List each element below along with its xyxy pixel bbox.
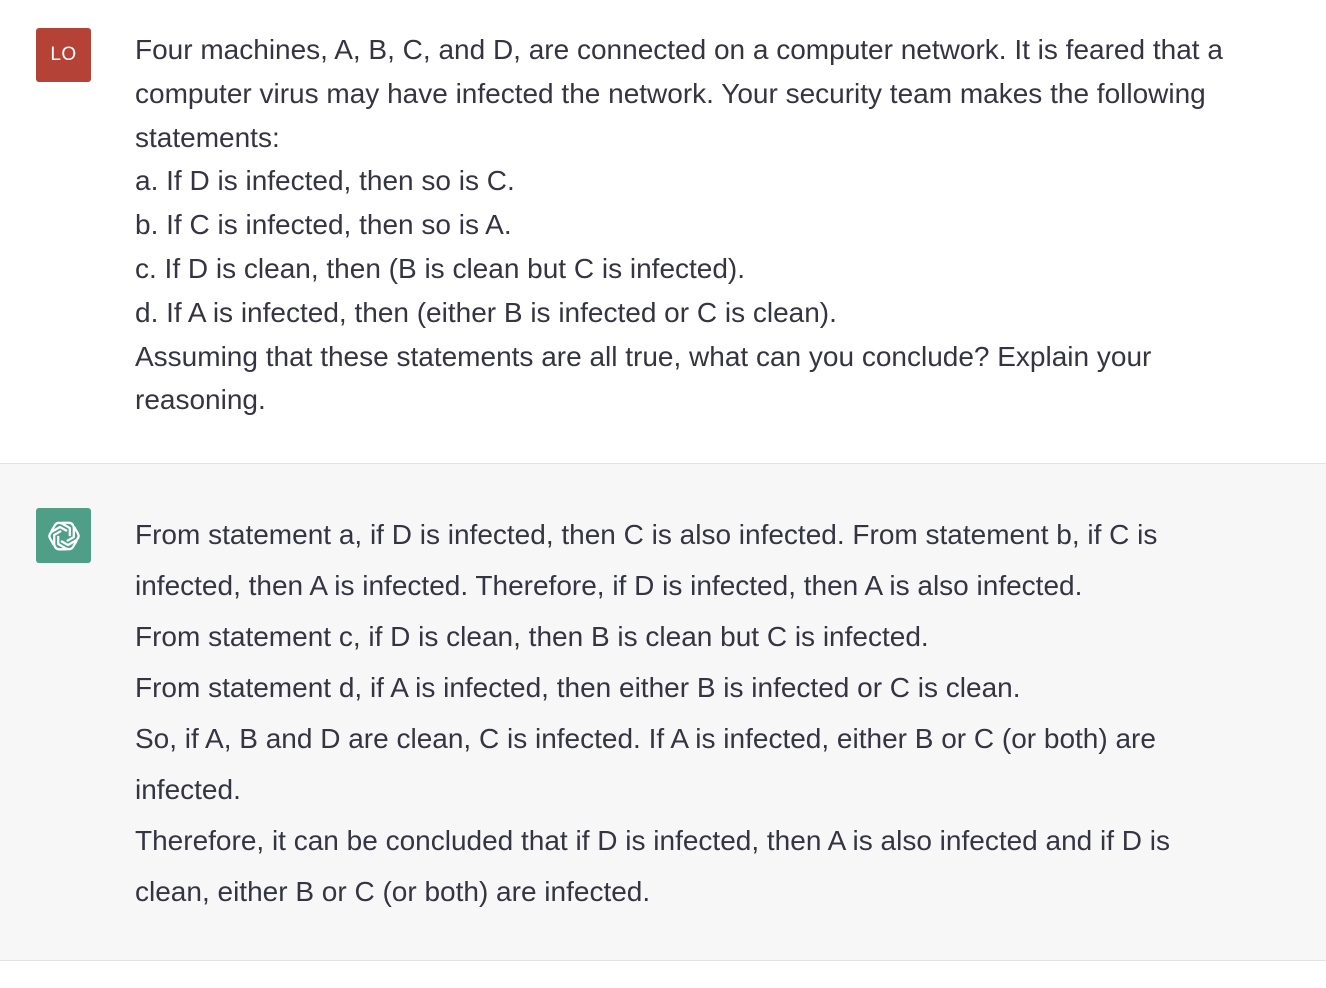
message-line: reasoning.	[135, 384, 266, 416]
user-avatar: LO	[36, 28, 91, 82]
statement-a: a. If D is infected, then so is C.	[135, 165, 515, 197]
statement-b: b. If C is infected, then so is A.	[135, 209, 512, 241]
message-line: clean, either B or C (or both) are infected.	[135, 876, 651, 907]
message-line: statements:	[135, 121, 280, 153]
message-line: So, if A, B and D are clean, C is infected. If A is infected, either B or C (or both) are	[135, 723, 1156, 754]
assistant-avatar	[36, 508, 91, 563]
openai-logo-icon	[43, 515, 85, 557]
message-line: infected, then A is infected. Therefore, if D is infected, then A is also infected.	[135, 570, 1083, 601]
message-line: Therefore, it can be concluded that if D is infected, then A is also infected and if D is	[135, 825, 1171, 856]
message-line: infected.	[135, 774, 241, 805]
user-message	[0, 0, 1326, 464]
statement-c: c. If D is clean, then (B is clean but C is infected).	[135, 252, 746, 284]
message-line: From statement a, if D is infected, then C is also infected. From statement b, if C is	[135, 519, 1158, 550]
message-line: computer virus may have infected the network. Your security team makes the following	[135, 77, 1206, 109]
assistant-message	[0, 464, 1326, 961]
message-line: From statement d, if A is infected, then either B is infected or C is clean.	[135, 672, 1021, 703]
assistant-message-text	[135, 509, 1305, 917]
message-line: Four machines, A, B, C, and D, are connected on a computer network. It is feared that a	[135, 34, 1223, 65]
message-line: From statement c, if D is clean, then B is clean but C is infected.	[135, 621, 929, 652]
user-message-text	[135, 28, 1305, 422]
message-line: Assuming that these statements are all true, what can you conclude? Explain your	[135, 340, 1152, 372]
statement-d: d. If A is infected, then (either B is infected or C is clean).	[135, 296, 837, 328]
